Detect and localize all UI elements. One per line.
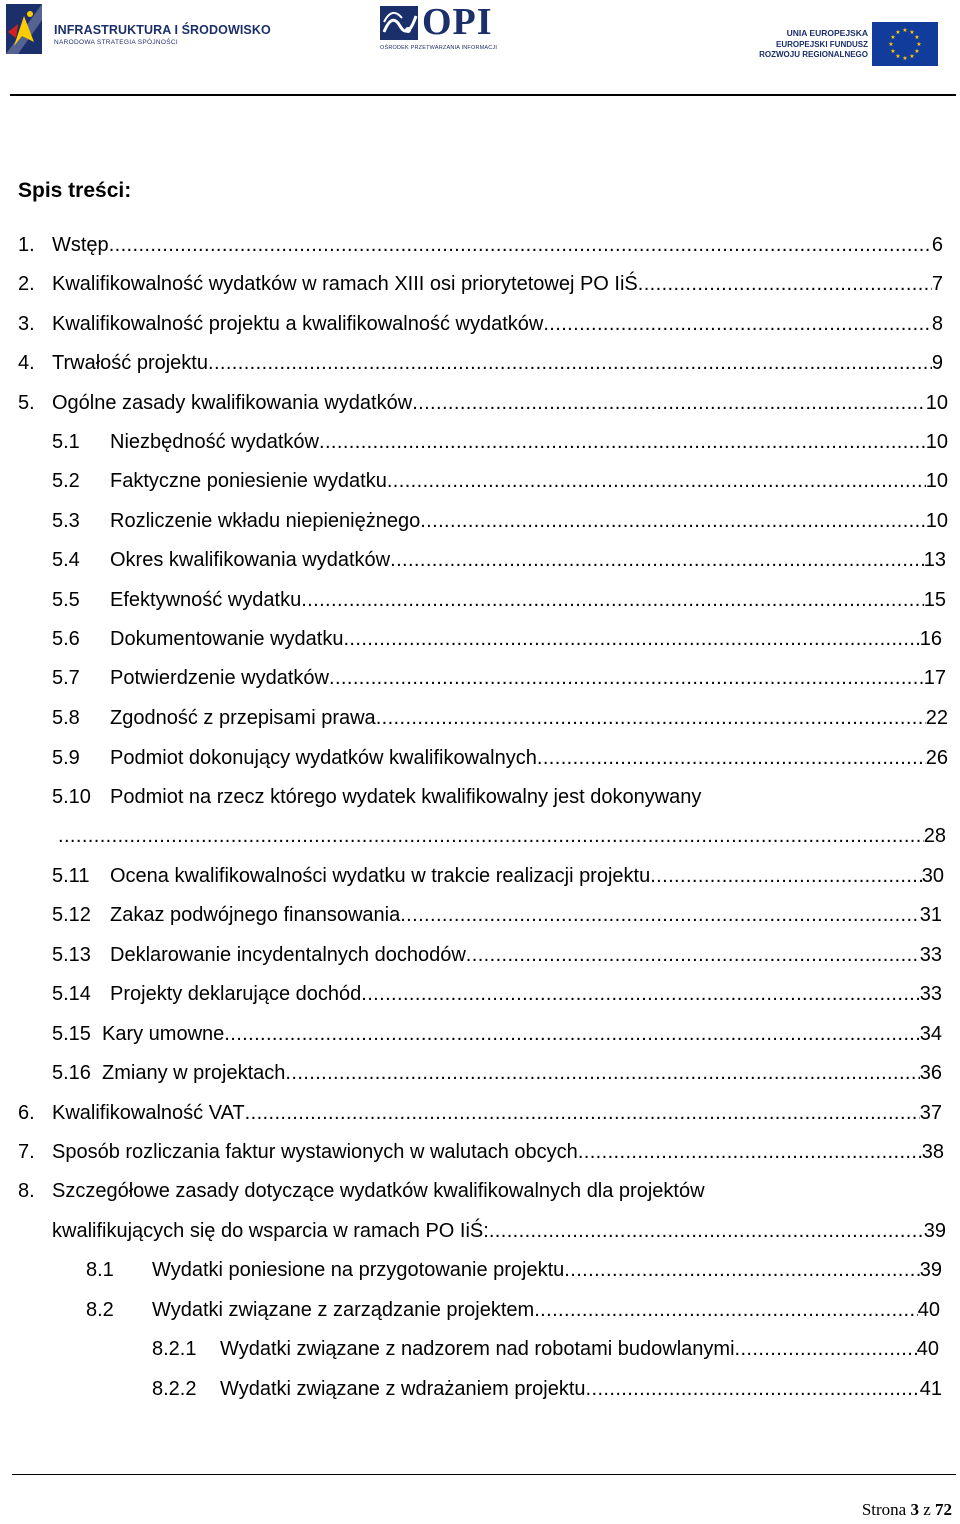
toc-dot-leader bbox=[319, 428, 926, 456]
svg-text:★: ★ bbox=[902, 55, 908, 62]
toc-entry-number: 5.6 bbox=[52, 628, 80, 650]
toc-entry-number: 5.7 bbox=[52, 667, 80, 689]
toc-dot-leader bbox=[466, 941, 920, 969]
toc-dot-leader bbox=[301, 586, 924, 614]
eu-logo bbox=[759, 22, 940, 66]
toc-entry-page: 10 bbox=[925, 392, 948, 414]
toc-entry-page: 41 bbox=[919, 1378, 942, 1400]
toc-entry-text: Dokumentowanie wydatku bbox=[110, 628, 344, 650]
current-page-number: 3 bbox=[910, 1500, 919, 1519]
toc-entry-page: 17 bbox=[923, 667, 946, 689]
toc-entry-text: Efektywność wydatku bbox=[110, 589, 302, 611]
toc-entry-7[interactable] bbox=[18, 1138, 944, 1166]
toc-entry-5-10-continuation[interactable] bbox=[52, 822, 946, 850]
toc-entry-page: 37 bbox=[919, 1102, 942, 1124]
toc-entry-text: Kwalifikowalność VAT bbox=[52, 1102, 245, 1124]
toc-entry-8[interactable] bbox=[18, 1177, 944, 1205]
toc-dot-leader bbox=[586, 1375, 920, 1403]
toc-entry-5-15[interactable] bbox=[52, 1020, 942, 1048]
toc-entry-5-12[interactable] bbox=[52, 901, 942, 929]
toc-dot-leader bbox=[650, 862, 922, 890]
toc-entry-page: 33 bbox=[919, 944, 942, 966]
toc-dot-leader bbox=[735, 1335, 917, 1363]
toc-dot-leader bbox=[412, 389, 926, 417]
toc-entry-5-7[interactable] bbox=[52, 664, 946, 692]
svg-text:★: ★ bbox=[909, 29, 915, 36]
toc-dot-leader bbox=[534, 1296, 918, 1324]
footer-divider bbox=[12, 1474, 956, 1475]
toc-entry-4[interactable] bbox=[18, 349, 943, 377]
toc-entry-page: 36 bbox=[919, 1062, 942, 1084]
toc-entry-page: 28 bbox=[923, 825, 946, 847]
toc-entry-page: 9 bbox=[931, 352, 943, 374]
toc-dot-leader bbox=[361, 980, 919, 1008]
toc-entry-number: 5.8 bbox=[52, 707, 80, 729]
toc-entry-page: 10 bbox=[925, 470, 948, 492]
toc-entry-page: 15 bbox=[923, 589, 946, 611]
svg-text:★: ★ bbox=[909, 53, 915, 60]
svg-text:★: ★ bbox=[914, 48, 920, 55]
toc-entry-number: 8. bbox=[18, 1180, 35, 1202]
toc-entry-page: 38 bbox=[921, 1141, 944, 1163]
toc-entry-5-1[interactable] bbox=[52, 428, 948, 456]
toc-entry-5-8[interactable] bbox=[52, 704, 948, 732]
toc-dot-leader bbox=[489, 1217, 924, 1245]
toc-entry-5-13[interactable] bbox=[52, 941, 942, 969]
toc-entry-text: Wstęp bbox=[52, 234, 109, 256]
toc-dot-leader bbox=[387, 467, 926, 495]
toc-dot-leader bbox=[564, 1256, 919, 1284]
nss-emblem-icon bbox=[4, 2, 52, 58]
toc-entry-number: 7. bbox=[18, 1141, 35, 1163]
toc-entry-page: 33 bbox=[919, 983, 942, 1005]
toc-entry-text: Wydatki związane z zarządzanie projektem bbox=[152, 1299, 535, 1321]
toc-entry-number: 5.4 bbox=[52, 549, 80, 571]
toc-entry-number: 5.2 bbox=[52, 470, 80, 492]
opi-logo bbox=[378, 2, 503, 62]
toc-entry-text: Podmiot na rzecz którego wydatek kwalifikowalny jest dokonywany bbox=[110, 786, 702, 808]
svg-text:★: ★ bbox=[914, 34, 920, 41]
toc-entry-number: 6. bbox=[18, 1102, 35, 1124]
eu-flag-icon bbox=[872, 22, 938, 66]
toc-dot-leader bbox=[245, 1099, 920, 1127]
toc-entry-page: 7 bbox=[931, 273, 943, 295]
toc-entry-page: 6 bbox=[931, 234, 943, 256]
toc-dot-leader bbox=[58, 822, 924, 850]
toc-entry-text: Wydatki związane z wdrażaniem projektu bbox=[220, 1378, 586, 1400]
svg-text:★: ★ bbox=[888, 41, 894, 48]
toc-entry-number: 5. bbox=[18, 392, 35, 414]
toc-entry-text: Zakaz podwójnego finansowania bbox=[110, 904, 401, 926]
toc-dot-leader bbox=[285, 1059, 919, 1087]
toc-entry-5[interactable] bbox=[18, 389, 948, 417]
left-logo-title: INFRASTRUKTURA I ŚRODOWISKO bbox=[54, 23, 271, 37]
eu-logo-line3: ROZWOJU REGIONALNEGO bbox=[759, 50, 868, 59]
toc-entry-number: 5.3 bbox=[52, 510, 80, 532]
svg-text:★: ★ bbox=[890, 34, 896, 41]
page-header bbox=[0, 0, 960, 96]
toc-entry-number: 5.16 bbox=[52, 1062, 91, 1084]
toc-entry-number: 8.2.1 bbox=[152, 1338, 197, 1360]
toc-entry-5-11[interactable] bbox=[52, 862, 944, 890]
toc-dot-leader bbox=[343, 625, 919, 653]
toc-dot-leader bbox=[420, 507, 926, 535]
toc-entry-page: 26 bbox=[925, 747, 948, 769]
eu-logo-line2: EUROPEJSKI FUNDUSZ bbox=[775, 40, 868, 49]
toc-dot-leader bbox=[390, 546, 924, 574]
toc-entry-5-9[interactable] bbox=[52, 744, 948, 772]
toc-entry-8-continuation[interactable] bbox=[18, 1217, 946, 1245]
toc-entry-number: 5.11 bbox=[52, 865, 90, 887]
toc-entry-page: 13 bbox=[923, 549, 946, 571]
toc-entry-number: 8.2.2 bbox=[152, 1378, 197, 1400]
toc-entry-text: Zgodność z przepisami prawa bbox=[110, 707, 376, 729]
toc-entry-text: Zmiany w projektach bbox=[102, 1062, 286, 1084]
toc-dot-leader bbox=[578, 1138, 922, 1166]
toc-entry-text: Faktyczne poniesienie wydatku bbox=[110, 470, 387, 492]
toc-entry-number: 5.14 bbox=[52, 983, 91, 1005]
toc-entry-text: Rozliczenie wkładu niepieniężnego bbox=[110, 510, 421, 532]
toc-dot-leader bbox=[543, 310, 932, 338]
svg-text:★: ★ bbox=[916, 41, 922, 48]
header-divider bbox=[10, 94, 956, 96]
toc-entry-number: 8.2 bbox=[86, 1299, 114, 1321]
toc-entry-number: 5.5 bbox=[52, 589, 80, 611]
page-separator: z bbox=[923, 1500, 931, 1519]
toc-entry-2[interactable] bbox=[18, 270, 943, 298]
toc-entry-8-1[interactable] bbox=[86, 1256, 942, 1284]
toc-entry-5-6[interactable] bbox=[52, 625, 942, 653]
toc-dot-leader bbox=[537, 744, 926, 772]
toc-entry-number: 5.15 bbox=[52, 1023, 91, 1045]
toc-entry-text: Wydatki związane z nadzorem nad robotami budowlanymi bbox=[220, 1338, 735, 1360]
toc-entry-5-2[interactable] bbox=[52, 467, 948, 495]
toc-entry-text: Szczegółowe zasady dotyczące wydatków kwalifikowalnych dla projektów bbox=[52, 1180, 705, 1202]
toc-entry-5-5[interactable] bbox=[52, 586, 946, 614]
svg-text:★: ★ bbox=[895, 53, 901, 60]
toc-entry-number: 4. bbox=[18, 352, 35, 374]
toc-title: Spis treści: bbox=[18, 179, 132, 202]
toc-entry-text: Ogólne zasady kwalifikowania wydatków bbox=[52, 392, 413, 414]
svg-text:★: ★ bbox=[902, 27, 908, 34]
total-pages-number: 72 bbox=[935, 1500, 952, 1519]
toc-dot-leader bbox=[224, 1020, 919, 1048]
opi-logo-text: OPI bbox=[422, 1, 493, 43]
toc-entry-text: kwalifikujących się do wsparcia w ramach PO IiŚ: bbox=[52, 1220, 489, 1242]
toc-entry-text: Projekty deklarujące dochód bbox=[110, 983, 362, 1005]
toc-entry-page: 16 bbox=[919, 628, 942, 650]
toc-entry-text: Niezbędność wydatków bbox=[110, 431, 319, 453]
toc-dot-leader bbox=[376, 704, 926, 732]
toc-entry-3[interactable] bbox=[18, 310, 943, 338]
toc-entry-5-14[interactable] bbox=[52, 980, 942, 1008]
toc-entry-text: Potwierdzenie wydatków bbox=[110, 667, 329, 689]
toc-entry-8-2-2[interactable] bbox=[152, 1375, 942, 1403]
toc-entry-text: Wydatki poniesione na przygotowanie projektu bbox=[152, 1259, 565, 1281]
toc-entry-text: Deklarowanie incydentalnych dochodów bbox=[110, 944, 466, 966]
toc-dot-leader bbox=[329, 664, 924, 692]
infrastruktura-srodowisko-logo bbox=[4, 2, 271, 60]
toc-entry-number: 1. bbox=[18, 234, 35, 256]
page-label: Strona bbox=[861, 1500, 907, 1519]
toc-entry-page: 22 bbox=[925, 707, 948, 729]
toc-entry-5-16[interactable] bbox=[52, 1059, 942, 1087]
toc-entry-page: 31 bbox=[919, 904, 942, 926]
toc-entry-text: Kwalifikowalność wydatków w ramach XIII osi priorytetowej PO IiŚ bbox=[52, 273, 638, 295]
toc-entry-text: Trwałość projektu bbox=[52, 352, 208, 374]
toc-entry-page: 10 bbox=[925, 510, 948, 532]
toc-entry-page: 8 bbox=[931, 313, 943, 335]
toc-dot-leader bbox=[208, 349, 932, 377]
svg-text:★: ★ bbox=[895, 29, 901, 36]
toc-entry-text: Kwalifikowalność projektu a kwalifikowalność wydatków bbox=[52, 313, 544, 335]
toc-entry-6[interactable] bbox=[18, 1099, 942, 1127]
toc-entry-text: Kary umowne bbox=[102, 1023, 225, 1045]
toc-entry-page: 30 bbox=[921, 865, 944, 887]
left-logo-subtitle: NARODOWA STRATEGIA SPÓJNOŚCI bbox=[54, 39, 178, 46]
toc-entry-text: Podmiot dokonujący wydatków kwalifikowalnych bbox=[110, 747, 537, 769]
toc-entry-number: 5.9 bbox=[52, 747, 80, 769]
toc-entry-8-2-1[interactable] bbox=[152, 1335, 939, 1363]
eu-logo-line1: UNIA EUROPEJSKA bbox=[786, 28, 868, 38]
toc-entry-5-10[interactable] bbox=[52, 783, 948, 811]
toc-entry-8-2[interactable] bbox=[86, 1296, 940, 1324]
toc-entry-number: 5.13 bbox=[52, 944, 91, 966]
toc-entry-text: Okres kwalifikowania wydatków bbox=[110, 549, 391, 571]
toc-entry-number: 8.1 bbox=[86, 1259, 114, 1281]
svg-text:★: ★ bbox=[890, 48, 896, 55]
toc-entry-page: 40 bbox=[917, 1299, 940, 1321]
page-number-footer bbox=[862, 1500, 952, 1520]
opi-logo-subtitle: OŚRODEK PRZETWARZANIA INFORMACJI bbox=[380, 45, 498, 51]
toc-entry-number: 5.10 bbox=[52, 786, 91, 808]
toc-entry-text: Ocena kwalifikowalności wydatku w trakcie realizacji projektu bbox=[110, 865, 651, 887]
toc-entry-page: 10 bbox=[925, 431, 948, 453]
opi-emblem-icon bbox=[378, 2, 422, 46]
toc-entry-number: 5.12 bbox=[52, 904, 91, 926]
toc-dot-leader bbox=[109, 231, 932, 259]
toc-entry-page: 39 bbox=[919, 1259, 942, 1281]
toc-entry-5-4[interactable] bbox=[52, 546, 946, 574]
toc-entry-page: 34 bbox=[919, 1023, 942, 1045]
toc-entry-1[interactable] bbox=[18, 231, 943, 259]
toc-entry-number: 5.1 bbox=[52, 431, 80, 453]
toc-entry-page: 39 bbox=[923, 1220, 946, 1242]
toc-entry-number: 3. bbox=[18, 313, 35, 335]
toc-entry-text: Sposób rozliczania faktur wystawionych w walutach obcych bbox=[52, 1141, 578, 1163]
toc-entry-number: 2. bbox=[18, 273, 35, 295]
toc-entry-page: 40 bbox=[916, 1338, 939, 1360]
toc-dot-leader bbox=[638, 270, 932, 298]
toc-entry-5-3[interactable] bbox=[52, 507, 948, 535]
toc-dot-leader bbox=[400, 901, 920, 929]
